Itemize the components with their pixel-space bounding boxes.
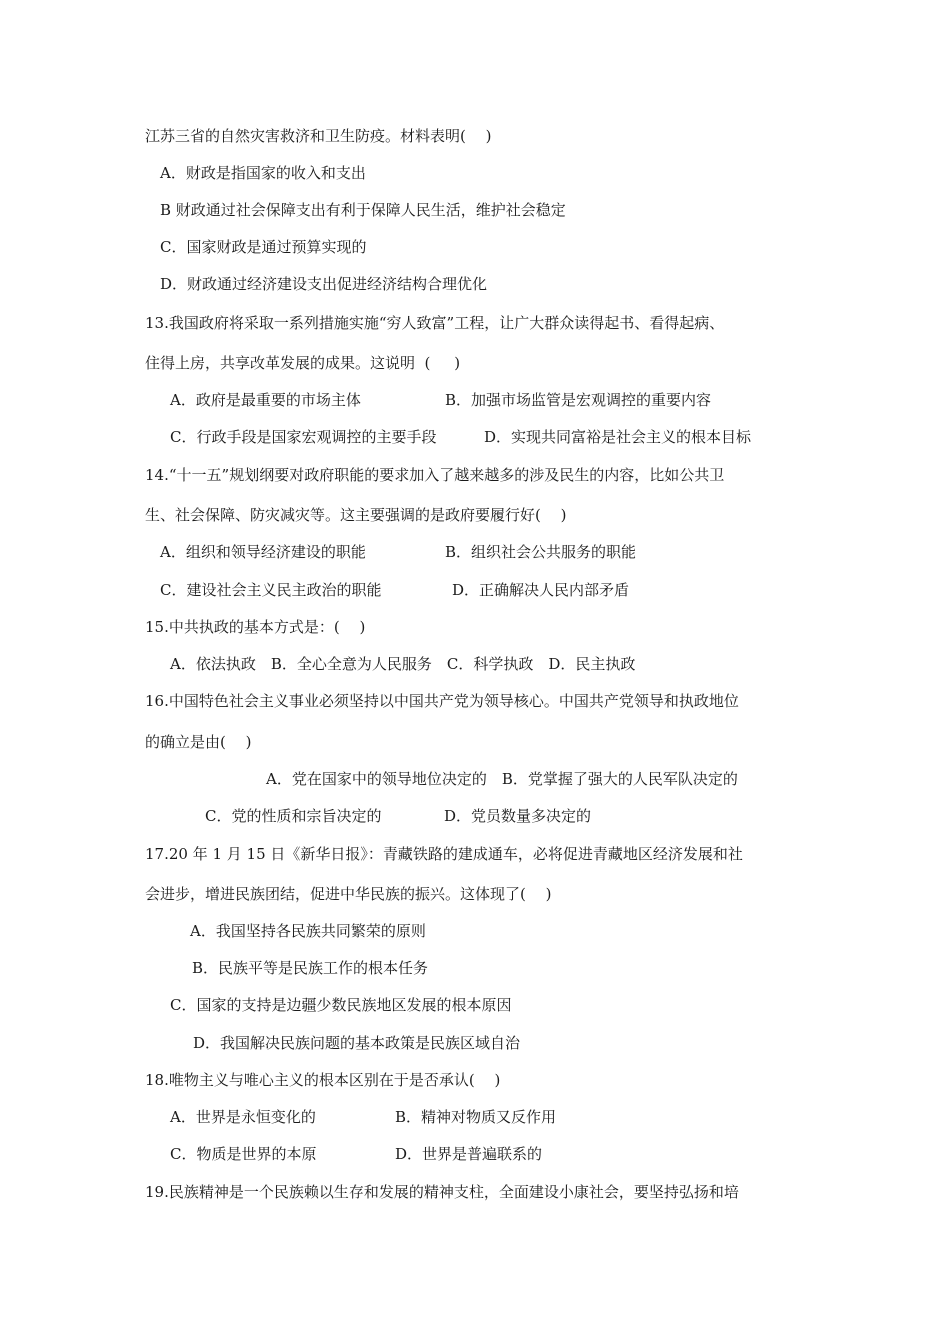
option-line: A．党在国家中的领导地位决定的 B．党掌握了强大的人民军队决定的 [266,770,738,788]
option-line: B．加强市场监管是宏观调控的重要内容 [445,391,712,409]
question-line: 17.20 年 1 月 15 日《新华日报》：青藏铁路的建成通车，必将促进青藏地区经济发展和社 [145,845,743,863]
option-line: D．正确解决人民内部矛盾 [452,581,630,599]
option-line: D．我国解决民族问题的基本政策是民族区域自治 [193,1034,521,1052]
text-line: 生、社会保障、防灾减灾等。这主要强调的是政府要履行好( ) [145,506,567,524]
text-line: 的确立是由( ) [145,733,252,751]
option-line: A．财政是指国家的收入和支出 [160,164,366,182]
option-line: D．实现共同富裕是社会主义的根本目标 [484,428,752,446]
option-line: C．国家的支持是边疆少数民族地区发展的根本原因 [170,996,512,1014]
question-line: 18.唯物主义与唯心主义的根本区别在于是否承认( ) [145,1071,501,1089]
option-line: C．党的性质和宗旨决定的 [205,807,382,825]
question-line: 19.民族精神是一个民族赖以生存和发展的精神支柱，全面建设小康社会，要坚持弘扬和培 [145,1183,739,1201]
option-line: A．依法执政 B．全心全意为人民服务 C．科学执政 D．民主执政 [170,655,636,673]
option-line: C．物质是世界的本原 [170,1145,317,1163]
text-line: 住得上房，共享改革发展的成果。这说明 ( ) [145,354,461,372]
option-line: B 财政通过社会保障支出有利于保障人民生活，维护社会稳定 [160,201,566,219]
option-line: C．行政手段是国家宏观调控的主要手段 [170,428,437,446]
option-line: A．政府是最重要的市场主体 [170,391,361,409]
question-line: 16.中国特色社会主义事业必须坚持以中国共产党为领导核心。中国共产党领导和执政地位 [145,692,739,710]
option-line: B．精神对物质又反作用 [395,1108,557,1126]
option-line: B．组织社会公共服务的职能 [445,543,637,561]
option-line: A．组织和领导经济建设的职能 [160,543,366,561]
text-line: 会进步，增进民族团结，促进中华民族的振兴。这体现了( ) [145,885,552,903]
question-line: 15.中共执政的基本方式是：( ) [145,618,366,636]
option-line: B．民族平等是民族工作的根本任务 [192,959,429,977]
option-line: D．财政通过经济建设支出促进经济结构合理优化 [160,275,488,293]
question-line: 13.我国政府将采取一系列措施实施“穷人致富”工程，让广大群众读得起书、看得起病、 [145,314,725,332]
option-line: A．世界是永恒变化的 [170,1108,316,1126]
text-line: 江苏三省的自然灾害救济和卫生防疫。材料表明( ) [145,127,492,145]
option-line: D．世界是普遍联系的 [395,1145,543,1163]
option-line: C．国家财政是通过预算实现的 [160,238,367,256]
question-line: 14.“十一五”规划纲要对政府职能的要求加入了越来越多的涉及民生的内容，比如公共卫 [145,466,725,484]
option-line: D．党员数量多决定的 [444,807,592,825]
option-line: C．建设社会主义民主政治的职能 [160,581,382,599]
option-line: A．我国坚持各民族共同繁荣的原则 [190,922,426,940]
